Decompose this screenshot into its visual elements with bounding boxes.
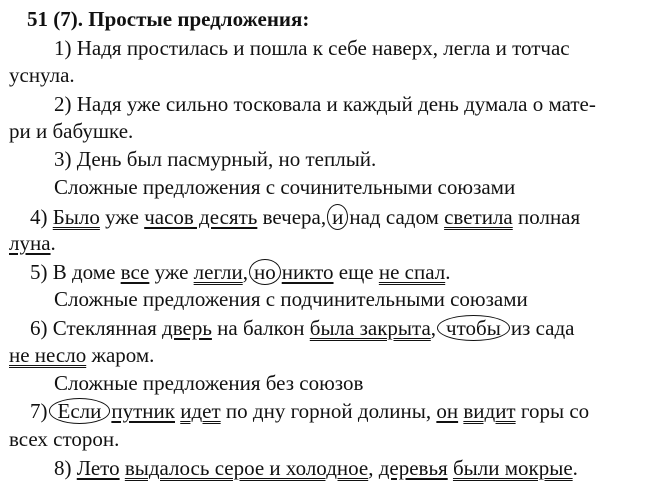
- text: .: [572, 456, 578, 480]
- text: ,: [430, 316, 437, 340]
- heading-complex-sentences: Сложные предложения с подчинительными союзами: [54, 287, 528, 311]
- text: ,: [368, 456, 379, 480]
- sentence-5-number: 5) В доме: [30, 260, 121, 284]
- circled-conjunction: и: [327, 204, 348, 230]
- predicate: идет: [180, 399, 221, 423]
- sentence-2-line-2: ри и бабушке.: [9, 119, 134, 143]
- text: уже: [149, 260, 194, 284]
- subject: никто: [281, 260, 334, 284]
- text: ,: [242, 260, 248, 284]
- predicate: не несло: [9, 343, 87, 367]
- predicate: не спал: [378, 260, 446, 284]
- text: полная: [512, 205, 581, 229]
- heading-asyndetic-sentences: Сложные предложения без союзов: [54, 371, 364, 395]
- circled-conjunction: чтобы: [437, 315, 510, 341]
- subject: дверь: [162, 316, 212, 340]
- predicate: Было: [52, 205, 100, 229]
- sentence-7-line-2: всех сторон.: [9, 427, 120, 451]
- text: горы со: [515, 399, 590, 423]
- text: над садом: [349, 205, 445, 229]
- sentence-4-line-2: [9, 231, 56, 255]
- exercise-title: 51 (7). Простые предложения:: [27, 7, 310, 31]
- predicate: светила: [444, 205, 513, 229]
- predicate: выдалось серое и холодное: [124, 456, 369, 480]
- text: на балкон: [211, 316, 310, 340]
- sentence-4-number: 4): [30, 205, 48, 229]
- predicate: были мокрые: [452, 456, 573, 480]
- subject: путник: [111, 399, 175, 423]
- subject: луна: [9, 231, 51, 255]
- text: уже: [99, 205, 145, 229]
- sentence-6-number: 6) Стеклянная: [30, 316, 163, 340]
- heading-compound-sentences: Сложные предложения с сочинительными союзами: [54, 175, 516, 199]
- text: из сада: [510, 316, 575, 340]
- circled-conjunction: Если: [49, 398, 111, 424]
- text: жаром.: [86, 343, 155, 367]
- predicate: легли: [193, 260, 243, 284]
- subject: часов десять: [144, 205, 258, 229]
- sentence-8-number: 8): [54, 456, 77, 480]
- sentence-2-line-1: 2) Надя уже сильно тосковала и каждый день думала о мате-: [54, 92, 596, 116]
- predicate: была закрыта: [309, 316, 431, 340]
- sentence-6-line-1: [30, 316, 575, 340]
- sentence-7-number: 7): [30, 399, 48, 423]
- text: вечера,: [257, 205, 327, 229]
- text: еще: [333, 260, 379, 284]
- subject: деревья: [378, 456, 448, 480]
- sentence-8: [54, 456, 578, 480]
- sentence-6-line-2: [9, 343, 154, 367]
- text: по дну горной долины,: [220, 399, 437, 423]
- predicate: видит: [463, 399, 516, 423]
- text: .: [50, 231, 56, 255]
- subject: он: [436, 399, 459, 423]
- sentence-1-line-1: 1) Надя простилась и пошла к себе наверх, легла и тотчас: [54, 36, 570, 60]
- sentence-3: 3) День был пасмурный, но теплый.: [54, 147, 377, 171]
- subject: Лето: [76, 456, 120, 480]
- sentence-7-line-1: [30, 399, 589, 423]
- text: .: [445, 260, 451, 284]
- sentence-4-line-1: [30, 205, 580, 229]
- sentence-1-line-2: уснула.: [9, 63, 75, 87]
- sentence-5: [30, 260, 450, 284]
- circled-conjunction: но: [249, 259, 281, 285]
- subject: все: [120, 260, 150, 284]
